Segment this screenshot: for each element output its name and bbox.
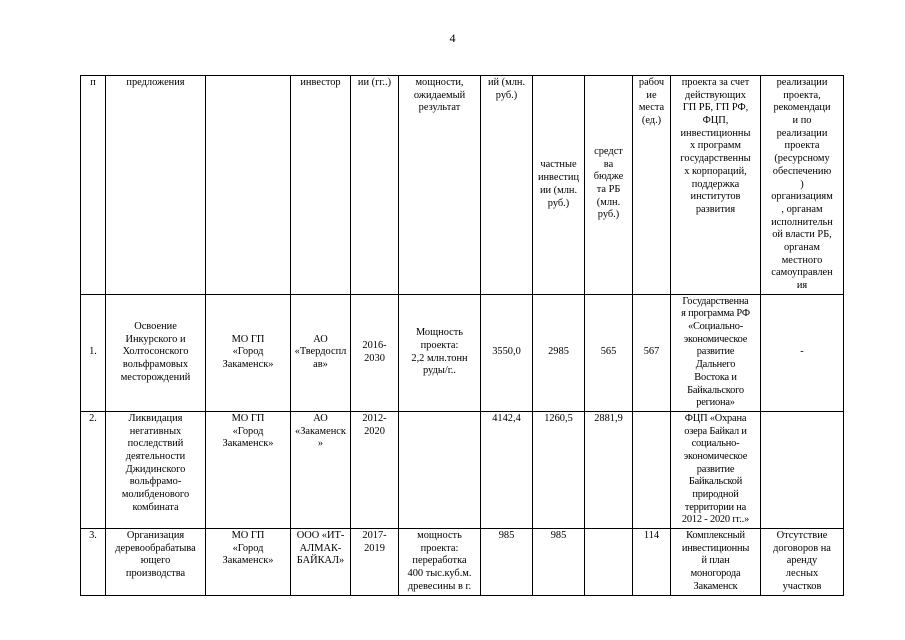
row-notes: - (761, 294, 844, 411)
row-notes: Отсутствие договоров на аренду лесных участков (761, 529, 844, 595)
table-row (81, 529, 844, 595)
row-name: Организация деревообрабатыва ющего производства (106, 529, 206, 595)
row-total: 985 (481, 529, 533, 595)
row-support: Государственна я программа РФ «Социально- экономическое развитие Дальнего Востока и Байкальского региона» (671, 294, 761, 411)
header-private-investment: частные инвестиц ии (млн. руб.) (533, 76, 585, 295)
row-support: ФЦП «Охрана озера Байкал и социально- экономическое развитие Байкальской природной территории на 2012 - 2020 гг..» (671, 411, 761, 528)
row-private: 2985 (533, 294, 585, 411)
row-capacity: Мощность проекта: 2,2 млн.тонн руды/г.. (399, 294, 481, 411)
header-period: ии (гг..) (351, 76, 399, 295)
row-capacity (399, 411, 481, 528)
row-num: 1. (81, 294, 106, 411)
table-header-row (81, 76, 844, 295)
row-num: 3. (81, 529, 106, 595)
row-budget: 565 (585, 294, 633, 411)
header-capacity: мощности, ожидаемый результат (399, 76, 481, 295)
row-municipality: МО ГП «Город Закаменск» (206, 529, 291, 595)
row-support: Комплексный инвестиционны й план моногорода Закаменск (671, 529, 761, 595)
row-budget (585, 529, 633, 595)
row-total: 4142,4 (481, 411, 533, 528)
row-investor: ООО «ИТ- АЛМАК- БАЙКАЛ» (291, 529, 351, 595)
row-total: 3550,0 (481, 294, 533, 411)
table-row (81, 411, 844, 528)
investment-projects-table (80, 75, 844, 596)
row-budget: 2881,9 (585, 411, 633, 528)
row-name: Ликвидация негативных последствий деятельности Джидинского вольфрамо- молибденового комбината (106, 411, 206, 528)
page-number: 4 (449, 31, 456, 45)
row-period: 2016- 2030 (351, 294, 399, 411)
header-budget: средст ва бюдже та РБ (млн. руб.) (585, 76, 633, 295)
row-private: 1260,5 (533, 411, 585, 528)
table-row (81, 294, 844, 411)
header-total-investment: ий (млн. руб.) (481, 76, 533, 295)
row-notes (761, 411, 844, 528)
header-jobs: рабоч ие места (ед.) (633, 76, 671, 295)
header-support: проекта за счет действующих ГП РБ, ГП РФ, ФЦП, инвестиционны х программ государственны х корпораций, поддержка институтов развития (671, 76, 761, 295)
row-num: 2. (81, 411, 106, 528)
header-num: п (81, 76, 106, 295)
header-notes: реализации проекта, рекомендаци и по реализации проекта (ресурсному обеспечению ) организациям , органам исполнительн ой власти РБ, органам местного самоуправлен ия (761, 76, 844, 295)
row-jobs: 114 (633, 529, 671, 595)
row-capacity: мощность проекта: переработка 400 тыс.куб.м. древесины в г. (399, 529, 481, 595)
header-proposal: предложения (106, 76, 206, 295)
row-municipality: МО ГП «Город Закаменск» (206, 294, 291, 411)
row-jobs (633, 411, 671, 528)
row-jobs: 567 (633, 294, 671, 411)
row-name: Освоение Инкурского и Холтосонского вольфрамовых месторождений (106, 294, 206, 411)
row-municipality: МО ГП «Город Закаменск» (206, 411, 291, 528)
header-investor: инвестор (291, 76, 351, 295)
header-municipality (206, 76, 291, 295)
row-private: 985 (533, 529, 585, 595)
row-investor: АО «Твердоспл ав» (291, 294, 351, 411)
row-period: 2017- 2019 (351, 529, 399, 595)
row-investor: АО «Закаменск » (291, 411, 351, 528)
row-period: 2012- 2020 (351, 411, 399, 528)
